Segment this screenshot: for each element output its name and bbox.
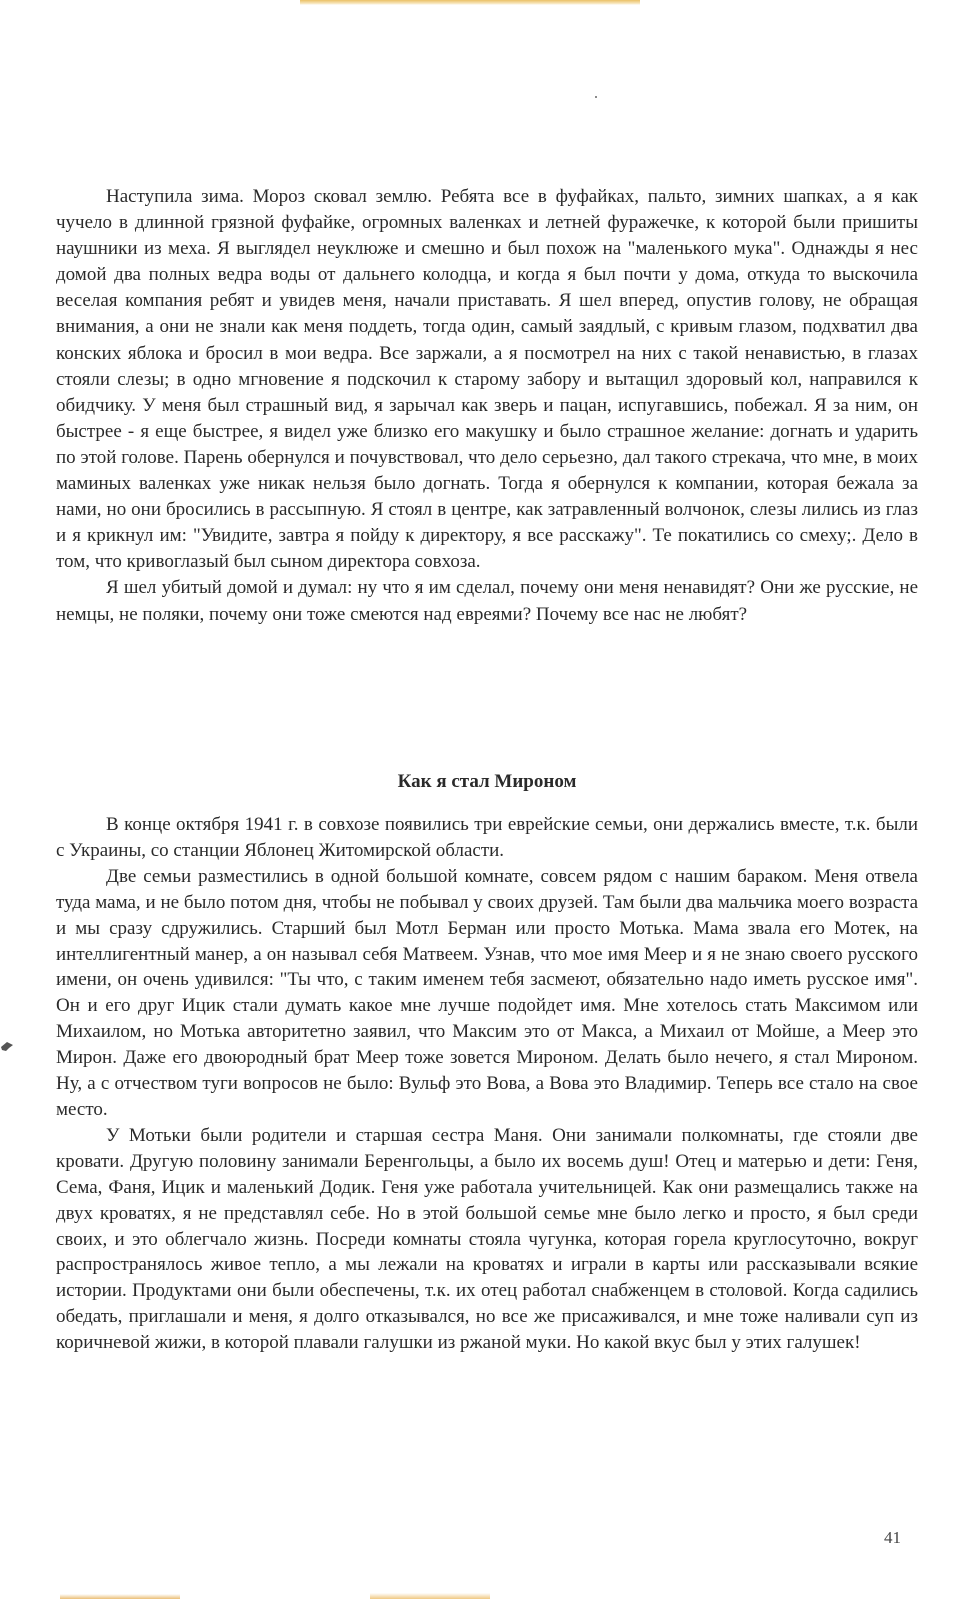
scan-edge-bottom bbox=[370, 1593, 490, 1599]
page-number: 41 bbox=[884, 1528, 901, 1547]
scan-edge-top bbox=[300, 0, 640, 5]
scan-edge-bottom bbox=[60, 1594, 180, 1599]
text-section-1 bbox=[56, 184, 918, 628]
scan-speck bbox=[595, 96, 597, 98]
section-heading: Как я стал Мироном bbox=[397, 771, 577, 792]
paragraph: Две семьи разместились в одной большой комнате, совсем рядом с нашим бараком. Меня отвела туда мама, и не было потом дня, чтобы не побывал у своих друзей. Там были два мальчика моего возраста и мы сразу сдружились. Старший был Мотл Берман или просто Мотька. Мама звала его Мотек, на интеллигентный манер, а он называл себя Матвеем. Узнав, что мое имя Меер и я не знаю своего русского имени, он очень удивился: "Ты что, с таким именем тебя засмеют, обязательно надо иметь русское имя". Он и его друг Ицик стали думать какое мне лучше подойдет имя. Мне хотелось стать Максимом или Михаилом, но Мотька авторитетно заявил, что Максим это от Макса, а Михаил от Мойше, а Меер это Мирон. Даже его двоюродный брат Меер тоже зовется Мироном. Делать было нечего, я стал Мироном. Ну, а с отчеством туги вопросов не было: Вульф это Вова, а Вова это Владимир. Теперь все стало на свое место. bbox=[56, 865, 918, 1120]
text-section-2 bbox=[56, 812, 918, 1356]
margin-mark-icon bbox=[0, 1040, 14, 1052]
paragraph: У Мотьки были родители и старшая сестра Маня. Они занимали полкомнаты, где стояли две кровати. Другую половину занимали Беренгольцы, а было их восемь душ! Отец и матерью и дети: Геня, Сема, Фаня, Ицик и маленький Додик. Геня уже работала учительницей. Как они размещались также на двух кроватях, я не представлял себе. Но в этой большой семье мне было легко и просто, я был среди своих, и это облегчало жизнь. Посреди комнаты стояла чугунка, которая горела круглосуточно, вокруг распространялось живое тепло, а мы лежали на кроватях и играли в карты или рассказывали всякие истории. Продуктами они были обеспечены, т.к. их отец работал снабженцем в столовой. Когда садились обедать, приглашали и меня, я долго отказывался, но все же присаживался, и мне тоже наливали суп из коричневой жижи, в которой плавали галушки из ржаной муки. Но какой вкус был у этих галушек! bbox=[56, 1124, 918, 1354]
paragraph: Наступила зима. Мороз сковал землю. Ребята все в фуфайках, пальто, зимних шапках, а я как чучело в длинной грязной фуфайке, огромных валенках и летней фуражечке, к которой были пришиты наушники из меха. Я выглядел неуклюже и смешно и был похож на "маленького мука". Однажды я нес домой два полных ведра воды от дальнего колодца, и когда я был почти у дома, откуда то выскочила веселая компания ребят и увидев меня, начали приставать. Я шел вперед, опустив голову, не обращая внимания, а они не знали как меня поддеть, тогда один, самый заядлый, с кривым глазом, подхватил два конских яблока и бросил в мои ведра. Все заржали, а я посмотрел на них с такой ненавистью, в глазах стояли слезы; в одно мгновение я подскочил к старому забору и вытащил здоровый кол, направился к обидчику. У меня был страшный вид, я зарычал как зверь и пацан, испугавшись, побежал. Я за ним, он быстрее - я еще быстрее, я видел уже близко его макушку и было страшное желание: догнать и ударить по этой голове. Парень обернулся и почувствовал, что дело серьезно, дал такого стрекача, что мне, в моих маминых валенках уже никак нельзя было догнать. Тогда я обернулся к компании, которая бежала за нами, но они бросились в рассыпную. Я стоял в центре, как затравленный волчонок, слезы лились из глаз и я крикнул им: "Увидите, завтра я пойду к директору, я все расскажу". Те покатились со смеху;. Дело в том, что кривоглазый был сыном директора совхоза. bbox=[56, 186, 918, 573]
paragraph: В конце октября 1941 г. в совхозе появились три еврейские семьи, они держались вместе, т.к. были с Украины, со станции Яблонец Житомирской области. bbox=[56, 814, 918, 861]
paragraph: Я шел убитый домой и думал: ну что я им сделал, почему они меня ненавидят? Они же русские, не немцы, не поляки, почему они тоже смеются над евреями? Почему все нас не любят? bbox=[56, 577, 918, 625]
